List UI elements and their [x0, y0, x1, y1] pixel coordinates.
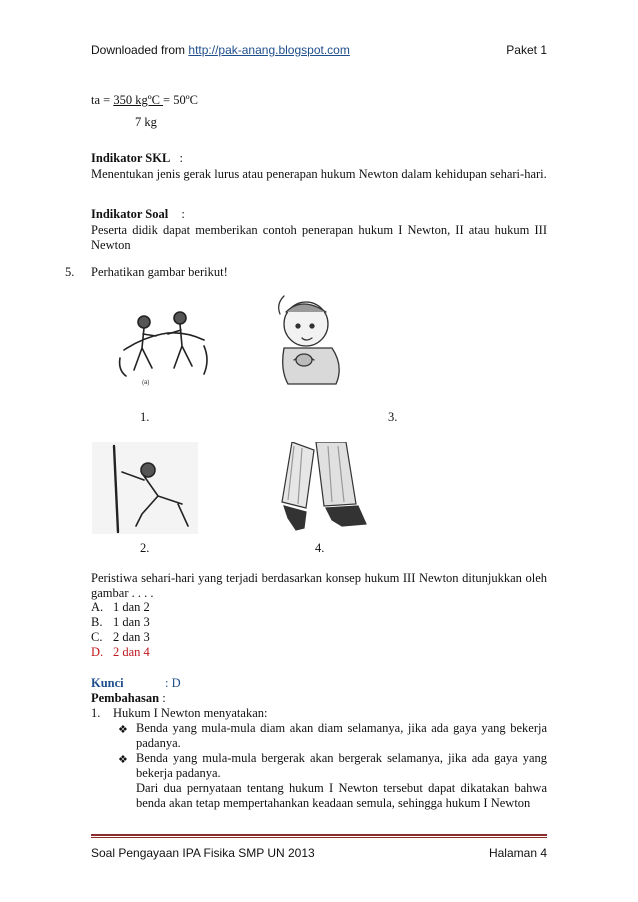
option-c-text[interactable]: 2 dan 3	[113, 630, 150, 644]
formula-numerator: 350 kgºC	[113, 93, 164, 107]
question-prompt: Perhatikan gambar berikut!	[91, 265, 228, 279]
skl-label: Indikator SKL	[91, 151, 171, 165]
diamond-bullet-icon: ❖	[118, 754, 128, 766]
discussion-item-number: 1.	[91, 706, 101, 720]
option-b-text[interactable]: 1 dan 3	[113, 615, 150, 629]
soal-colon: :	[181, 207, 185, 221]
footer-divider	[91, 834, 547, 836]
source-link[interactable]: http://pak-anang.blogspot.com	[188, 43, 350, 57]
formula-lhs: ta =	[91, 93, 114, 107]
answer-key-value: : D	[165, 676, 181, 690]
formula-rhs: = 50ºC	[163, 93, 198, 107]
skl-colon: :	[179, 151, 183, 165]
discussion-label: Pembahasan	[91, 691, 160, 705]
image-label-1: 1.	[140, 410, 150, 424]
formula-line	[91, 93, 198, 108]
soal-text: Peserta didik dapat memberikan contoh penerapan hukum I Newton, II atau hukum III Newton	[91, 223, 547, 252]
discussion-colon: :	[159, 691, 166, 705]
bullet-text-1: Benda yang mula-mula diam akan diam selamanya, jika ada gaya yang bekerja padanya.	[136, 721, 547, 750]
pushing-pole-picture	[92, 442, 198, 534]
formula-denominator: 7 kg	[135, 115, 157, 129]
option-d-text[interactable]: 2 dan 4	[113, 645, 150, 659]
boy-picture	[268, 290, 350, 388]
walking-legs-picture	[272, 442, 372, 536]
option-a-text[interactable]: 1 dan 2	[113, 600, 150, 614]
option-a-letter: A.	[91, 600, 104, 614]
soal-heading	[91, 207, 185, 222]
footer-divider-thin	[91, 837, 547, 838]
option-b-letter: B.	[91, 615, 103, 629]
header-prefix: Downloaded from	[91, 43, 189, 57]
discussion-conclusion: Dari dua pernyataan tentang hukum I Newton tersebut dapat dikatakan bahwa benda akan tetap mempertahankan keadaan semula, sehingga hukum I Newton	[136, 781, 547, 810]
discussion-item-title: Hukum I Newton menyatakan:	[113, 706, 268, 720]
svg-text:(a): (a)	[142, 380, 150, 386]
image-label-4: 4.	[315, 541, 325, 555]
option-c-letter: C.	[91, 630, 103, 644]
page-number: Halaman 4	[488, 846, 547, 860]
skl-heading	[91, 151, 183, 166]
answer-key-label: Kunci	[91, 676, 124, 690]
question-stem: Peristiwa sehari-hari yang terjadi berdasarkan konsep hukum III Newton ditunjukkan oleh gambar . . . .	[91, 571, 547, 600]
diamond-bullet-icon: ❖	[118, 724, 128, 736]
option-d-letter: D.	[91, 645, 104, 659]
image-label-2: 2.	[140, 541, 150, 555]
bullet-text-2: Benda yang mula-mula bergerak akan bergerak selamanya, jika ada gaya yang bekerja padanya.	[136, 751, 547, 780]
footer-title: Soal Pengayaan IPA Fisika SMP UN 2013	[91, 846, 315, 860]
skl-text: Menentukan jenis gerak lurus atau penerapan hukum Newton dalam kehidupan sehari-hari.	[91, 167, 547, 181]
image-label-3: 3.	[388, 410, 398, 424]
page-header	[91, 43, 350, 57]
discussion-heading	[91, 691, 166, 706]
question-number: 5.	[65, 265, 75, 279]
soal-label: Indikator Soal	[91, 207, 169, 221]
tug-of-war-picture	[112, 300, 212, 388]
package-label: Paket 1	[506, 43, 547, 57]
